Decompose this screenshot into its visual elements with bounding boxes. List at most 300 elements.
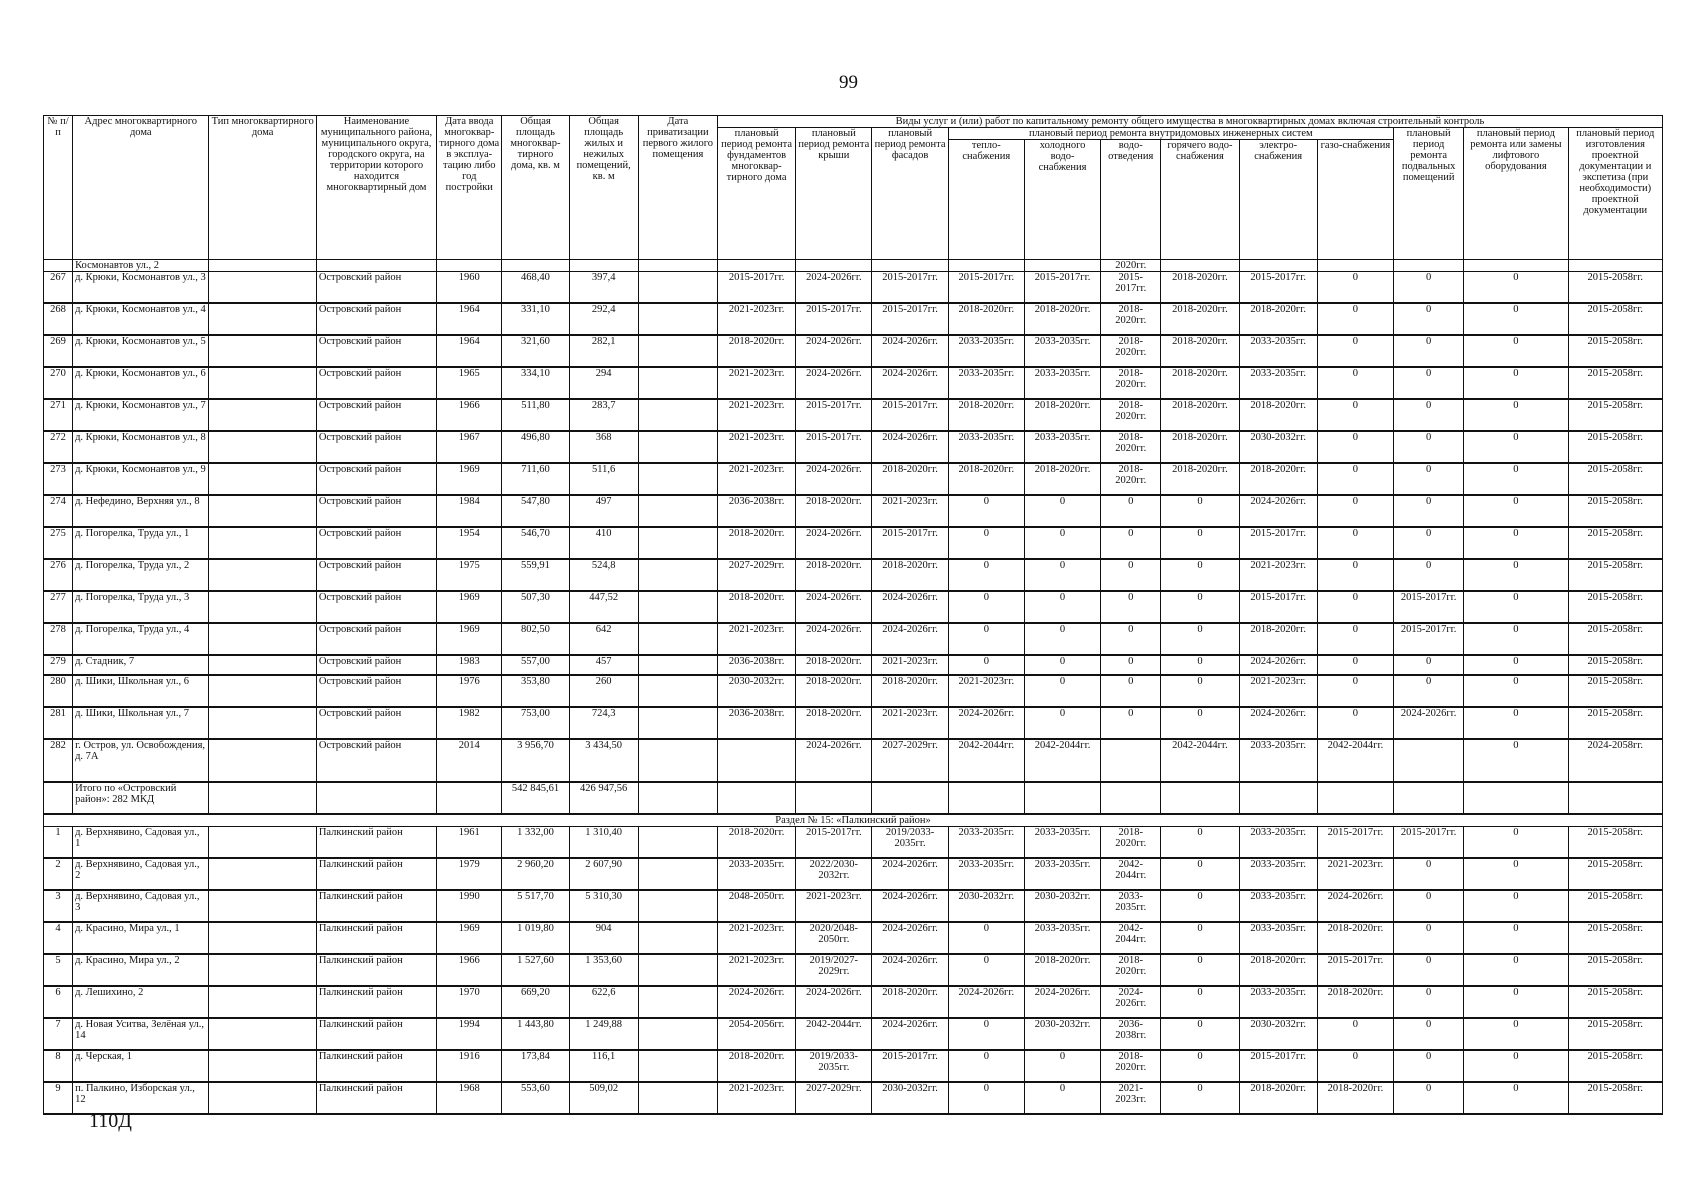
table-cell: 353,80 <box>502 675 569 707</box>
table-cell: 294 <box>569 367 638 399</box>
table-cell: Палкинский район <box>316 858 436 890</box>
table-cell: 0 <box>1101 707 1161 739</box>
table-cell: 0 <box>1024 591 1100 623</box>
table-cell: 0 <box>948 623 1024 655</box>
table-cell: 0 <box>1161 1050 1239 1082</box>
total-cell <box>44 782 73 814</box>
table-cell: 0 <box>1394 303 1464 335</box>
table-cell <box>638 890 717 922</box>
table-cell: 0 <box>1464 303 1568 335</box>
table-cell: 2018-2020гг. <box>1317 986 1393 1018</box>
table-cell: 547,80 <box>502 495 569 527</box>
table-cell: 2014 <box>437 739 502 782</box>
table-cell: 2015-2058гг. <box>1568 986 1662 1018</box>
table-cell: 2030-2032гг. <box>1024 1018 1100 1050</box>
table-cell: 0 <box>948 495 1024 527</box>
table-cell: 1960 <box>437 272 502 304</box>
table-cell: 2030-2032гг. <box>1239 431 1317 463</box>
table-cell: 2018-2020гг. <box>948 399 1024 431</box>
table-cell <box>209 986 316 1018</box>
table-cell <box>209 527 316 559</box>
table-cell: 280 <box>44 675 73 707</box>
table-cell: 8 <box>44 1050 73 1082</box>
table-cell: 0 <box>1161 890 1239 922</box>
total-cell <box>316 782 436 814</box>
table-cell: 2019/2033-2035гг. <box>872 827 948 859</box>
table-cell: 0 <box>1317 707 1393 739</box>
table-cell <box>638 591 717 623</box>
table-cell <box>638 559 717 591</box>
table-cell: Островский район <box>316 655 436 675</box>
table-cell <box>502 260 569 272</box>
table-cell: 2018-2020гг. <box>1101 431 1161 463</box>
table-cell: 2042-2044гг. <box>1161 739 1239 782</box>
table-cell: 2042-2044гг. <box>948 739 1024 782</box>
table-cell: 410 <box>569 527 638 559</box>
table-cell: 468,40 <box>502 272 569 304</box>
table-cell: 7 <box>44 1018 73 1050</box>
table-cell: 0 <box>1161 591 1239 623</box>
table-cell <box>638 1082 717 1114</box>
table-cell: 0 <box>1394 527 1464 559</box>
table-cell: 2015-2058гг. <box>1568 1018 1662 1050</box>
table-cell <box>209 890 316 922</box>
table-cell: 116,1 <box>569 1050 638 1082</box>
table-cell: д. Верхнявино, Садовая ул., 1 <box>73 827 209 859</box>
header-basement: плановый период ремонта подвальных помещений <box>1394 128 1464 260</box>
table-cell: 2024-2026гг. <box>796 623 872 655</box>
total-cell <box>718 782 796 814</box>
table-cell <box>638 858 717 890</box>
table-row-continuation <box>44 260 1663 272</box>
table-cell: 269 <box>44 335 73 367</box>
table-cell: 2018-2020гг. <box>718 527 796 559</box>
table-cell <box>209 303 316 335</box>
table-cell: 1 527,60 <box>502 954 569 986</box>
table-cell: 0 <box>1024 1082 1100 1114</box>
table-row <box>44 954 1663 986</box>
table-cell: Палкинский район <box>316 986 436 1018</box>
table-row <box>44 335 1663 367</box>
table-cell <box>209 1082 316 1114</box>
table-cell: 2018-2020гг. <box>1239 399 1317 431</box>
table-cell: 2018-2020гг. <box>872 559 948 591</box>
table-cell: 2018-2020гг. <box>872 986 948 1018</box>
table-cell: 2033-2035гг. <box>718 858 796 890</box>
header-privatization: Дата приватизации первого жилого помещения <box>638 116 717 260</box>
table-cell <box>638 675 717 707</box>
table-cell: 0 <box>1317 431 1393 463</box>
table-cell: 2021-2023гг. <box>718 954 796 986</box>
table-cell: 2015-2058гг. <box>1568 303 1662 335</box>
table-cell: 274 <box>44 495 73 527</box>
total-cell <box>796 782 872 814</box>
table-cell: 2019/2033-2035гг. <box>796 1050 872 1082</box>
table-cell: 2015-2058гг. <box>1568 623 1662 655</box>
table-cell: 0 <box>1101 527 1161 559</box>
table-cell: 0 <box>1464 1082 1568 1114</box>
table-cell: 0 <box>1317 463 1393 495</box>
table-cell: 2018-2020гг. <box>1024 954 1100 986</box>
table-cell: д. Верхнявино, Садовая ул., 3 <box>73 890 209 922</box>
table-cell: 2018-2020гг. <box>1101 303 1161 335</box>
header-cold-water: холодного водо-снабжения <box>1024 140 1100 260</box>
table-cell <box>209 739 316 782</box>
table-row <box>44 1050 1663 1082</box>
table-cell: Островский район <box>316 739 436 782</box>
table-cell: Палкинский район <box>316 1082 436 1114</box>
table-cell: 2018-2020гг. <box>1161 399 1239 431</box>
table-cell: 0 <box>1464 675 1568 707</box>
total-cell <box>1464 782 1568 814</box>
table-cell: 2021-2023гг. <box>718 431 796 463</box>
table-cell: 802,50 <box>502 623 569 655</box>
table-cell: д. Черская, 1 <box>73 1050 209 1082</box>
table-cell: 0 <box>1464 431 1568 463</box>
table-cell: д. Новая Уситва, Зелёная ул., 14 <box>73 1018 209 1050</box>
table-cell <box>638 986 717 1018</box>
table-cell: 2024-2026гг. <box>872 431 948 463</box>
table-cell: 0 <box>1394 922 1464 954</box>
table-cell <box>209 623 316 655</box>
table-cell: 0 <box>1464 922 1568 954</box>
table-cell: 2036-2038гг. <box>718 655 796 675</box>
table-cell: 2015-2017гг. <box>872 399 948 431</box>
table-cell: 5 517,70 <box>502 890 569 922</box>
table-cell: 2015-2058гг. <box>1568 1082 1662 1114</box>
table-cell: 0 <box>1394 655 1464 675</box>
table-cell: 2042-2044гг. <box>1317 739 1393 782</box>
table-cell <box>209 675 316 707</box>
table-cell: 2018-2020гг. <box>1101 954 1161 986</box>
table-cell <box>718 739 796 782</box>
table-cell: 0 <box>1464 739 1568 782</box>
table-cell <box>638 367 717 399</box>
table-cell: 0 <box>1024 559 1100 591</box>
table-cell: 2022/2030-2032гг. <box>796 858 872 890</box>
table-cell <box>1024 260 1100 272</box>
table-cell: 2018-2020гг. <box>872 463 948 495</box>
total-cell <box>437 782 502 814</box>
table-cell: 2018-2020гг. <box>1101 463 1161 495</box>
table-cell <box>209 1050 316 1082</box>
table-cell: 2018-2020гг. <box>1024 399 1100 431</box>
table-cell: 2 607,90 <box>569 858 638 890</box>
table-cell: 2018-2020гг. <box>718 827 796 859</box>
table-cell: 0 <box>948 1018 1024 1050</box>
table-row <box>44 591 1663 623</box>
table-cell: 2033-2035гг. <box>1239 335 1317 367</box>
table-cell <box>1161 260 1239 272</box>
table-cell: 2024-2026гг. <box>1024 986 1100 1018</box>
table-cell: 2024-2026гг. <box>872 1018 948 1050</box>
table-cell: 2021-2023гг. <box>872 495 948 527</box>
table-cell: 2030-2032гг. <box>1239 1018 1317 1050</box>
table-cell: Островский район <box>316 399 436 431</box>
table-cell: 2015-2058гг. <box>1568 655 1662 675</box>
table-cell: 2030-2032гг. <box>872 1082 948 1114</box>
table-cell: 271 <box>44 399 73 431</box>
table-cell: 267 <box>44 272 73 304</box>
table-cell: Палкинский район <box>316 1050 436 1082</box>
table-cell: 275 <box>44 527 73 559</box>
table-cell: 0 <box>1161 707 1239 739</box>
header-facade: плановый период ремонта фасадов <box>872 128 948 260</box>
table-cell: 2015-2058гг. <box>1568 827 1662 859</box>
table-cell: 2 <box>44 858 73 890</box>
table-cell: 2024-2026гг. <box>796 986 872 1018</box>
table-cell <box>1239 260 1317 272</box>
table-cell: 497 <box>569 495 638 527</box>
table-cell: 2015-2017гг. <box>1024 272 1100 304</box>
table-cell: 2021-2023гг. <box>718 463 796 495</box>
table-cell <box>638 922 717 954</box>
table-cell: 2015-2017гг. <box>872 527 948 559</box>
table-cell: 669,20 <box>502 986 569 1018</box>
table-cell: 0 <box>1317 399 1393 431</box>
table-cell: Космонавтов ул., 2 <box>73 260 209 272</box>
table-cell <box>796 260 872 272</box>
table-cell: 509,02 <box>569 1082 638 1114</box>
table-cell: 0 <box>1317 1050 1393 1082</box>
table-cell: д. Лешихино, 2 <box>73 986 209 1018</box>
total-cell <box>1568 782 1662 814</box>
table-cell <box>209 655 316 675</box>
total-cell <box>1101 782 1161 814</box>
header-year: Дата ввода многоквар-тирного дома в эксплуа-тацию либо год постройки <box>437 116 502 260</box>
table-cell: 2024-2026гг. <box>796 367 872 399</box>
table-cell: 1994 <box>437 1018 502 1050</box>
table-row <box>44 922 1663 954</box>
table-cell <box>209 954 316 986</box>
table-cell: 2015-2017гг. <box>796 303 872 335</box>
table-cell: 0 <box>948 1082 1024 1114</box>
table-cell: 2018-2020гг. <box>1161 367 1239 399</box>
table-cell: 2015-2058гг. <box>1568 367 1662 399</box>
table-cell: 2027-2029гг. <box>718 559 796 591</box>
header-heat: тепло-снабжения <box>948 140 1024 260</box>
header-address: Адрес многоквартирного дома <box>73 116 209 260</box>
table-cell: 2020/2048-2050гг. <box>796 922 872 954</box>
table-cell: 2021-2023гг. <box>1317 858 1393 890</box>
total-cell <box>1024 782 1100 814</box>
table-cell: 2015-2058гг. <box>1568 559 1662 591</box>
table-cell: 1970 <box>437 986 502 1018</box>
table-cell: 507,30 <box>502 591 569 623</box>
table-cell: Островский район <box>316 431 436 463</box>
table-cell: 559,91 <box>502 559 569 591</box>
total-cell <box>1239 782 1317 814</box>
table-cell: 2015-2017гг. <box>872 1050 948 1082</box>
table-cell: 1966 <box>437 954 502 986</box>
section-row <box>44 814 1663 827</box>
table-row <box>44 303 1663 335</box>
table-cell: 2027-2029гг. <box>872 739 948 782</box>
table-cell: 511,80 <box>502 399 569 431</box>
table-cell <box>638 1018 717 1050</box>
table-cell: 2015-2017гг. <box>1394 591 1464 623</box>
table-cell: 2021-2023гг. <box>1239 559 1317 591</box>
table-cell: 0 <box>948 922 1024 954</box>
table-cell: 2033-2035гг. <box>948 367 1024 399</box>
table-cell <box>638 1050 717 1082</box>
table-cell: 0 <box>948 1050 1024 1082</box>
table-cell: 1954 <box>437 527 502 559</box>
table-cell: Островский район <box>316 591 436 623</box>
table-cell: 2015-2058гг. <box>1568 399 1662 431</box>
table-cell: 2018-2020гг. <box>718 1050 796 1082</box>
table-cell: 0 <box>1317 559 1393 591</box>
table-cell <box>209 272 316 304</box>
header-num: № п/п <box>44 116 73 260</box>
table-cell: 2018-2020гг. <box>1101 335 1161 367</box>
table-cell: 2015-2058гг. <box>1568 527 1662 559</box>
table-cell: 2019/2027-2029гг. <box>796 954 872 986</box>
table-cell: 2033-2035гг. <box>1024 858 1100 890</box>
table-cell: 2042-2044гг. <box>1024 739 1100 782</box>
table-row <box>44 707 1663 739</box>
table-cell: 724,3 <box>569 707 638 739</box>
table-cell: 0 <box>948 954 1024 986</box>
table-cell: 0 <box>1024 623 1100 655</box>
table-cell: 0 <box>1101 675 1161 707</box>
table-cell: 2015-2017гг. <box>1394 827 1464 859</box>
table-cell: 2024-2026гг. <box>796 591 872 623</box>
table-cell: 2033-2035гг. <box>1024 827 1100 859</box>
table-cell: 2033-2035гг. <box>1239 922 1317 954</box>
table-cell: 2033-2035гг. <box>1239 986 1317 1018</box>
table-cell: 0 <box>1101 623 1161 655</box>
table-cell: 2033-2035гг. <box>1239 890 1317 922</box>
table-cell: 1 332,00 <box>502 827 569 859</box>
table-cell: 0 <box>1464 495 1568 527</box>
table-cell: 1965 <box>437 367 502 399</box>
table-cell: 0 <box>1024 655 1100 675</box>
table-cell: д. Погорелка, Труда ул., 4 <box>73 623 209 655</box>
table-cell: 2015-2058гг. <box>1568 272 1662 304</box>
table-cell: 2033-2035гг. <box>1239 367 1317 399</box>
total-cell: 542 845,61 <box>502 782 569 814</box>
table-cell: д. Шики, Школьная ул., 7 <box>73 707 209 739</box>
table-cell <box>209 922 316 954</box>
table-cell: 2015-2058гг. <box>1568 675 1662 707</box>
table-cell: 2018-2020гг. <box>1239 1082 1317 1114</box>
table-cell: 2018-2020гг. <box>1317 922 1393 954</box>
table-cell: 0 <box>1024 495 1100 527</box>
table-cell: 2033-2035гг. <box>948 335 1024 367</box>
header-total-area: Общая площадь многоквар-тирного дома, кв. м <box>502 116 569 260</box>
table-cell: 2018-2020гг. <box>1239 303 1317 335</box>
table-cell: Островский район <box>316 527 436 559</box>
table-cell: 0 <box>1464 890 1568 922</box>
table-cell: 2024-2026гг. <box>872 954 948 986</box>
table-cell: 1967 <box>437 431 502 463</box>
table-cell: 270 <box>44 367 73 399</box>
table-cell: 642 <box>569 623 638 655</box>
table-cell: 0 <box>1394 1018 1464 1050</box>
table-cell: 9 <box>44 1082 73 1114</box>
table-cell: д. Крюки, Космонавтов ул., 4 <box>73 303 209 335</box>
table-cell: 0 <box>1317 527 1393 559</box>
table-cell <box>209 858 316 890</box>
table-cell: 2024-2026гг. <box>1239 655 1317 675</box>
table-cell: 2018-2020гг. <box>718 335 796 367</box>
table-cell: 0 <box>1101 559 1161 591</box>
document-code: 110Д <box>89 1110 132 1132</box>
table-cell: 2015-2017гг. <box>796 431 872 463</box>
header-gas: газо-снабжения <box>1317 140 1393 260</box>
table-cell <box>209 335 316 367</box>
table-cell: 0 <box>1394 986 1464 1018</box>
table-cell: 0 <box>1464 527 1568 559</box>
total-row <box>44 782 1663 814</box>
table-cell <box>1317 260 1393 272</box>
table-cell: 1964 <box>437 335 502 367</box>
table-cell: 2015-2017гг. <box>1317 827 1393 859</box>
table-row <box>44 272 1663 304</box>
table-cell: 0 <box>1464 986 1568 1018</box>
table-cell: 1 <box>44 827 73 859</box>
table-cell: 321,60 <box>502 335 569 367</box>
table-cell: 0 <box>1464 559 1568 591</box>
table-cell: 447,52 <box>569 591 638 623</box>
table-cell: 2015-2017гг. <box>796 399 872 431</box>
table-cell: 1 310,40 <box>569 827 638 859</box>
table-cell: 1 353,60 <box>569 954 638 986</box>
header-works-group: Виды услуг и (или) работ по капитальному ремонту общего имущества в многоквартирных домах включая строительный контроль <box>718 116 1663 128</box>
table-cell: 524,8 <box>569 559 638 591</box>
table-cell: д. Шики, Школьная ул., 6 <box>73 675 209 707</box>
table-cell: 2024-2026гг. <box>1317 890 1393 922</box>
table-cell: 1 443,80 <box>502 1018 569 1050</box>
table-cell: 2021-2023гг. <box>1239 675 1317 707</box>
table-cell: 511,6 <box>569 463 638 495</box>
table-cell <box>209 591 316 623</box>
table-cell: 0 <box>1464 463 1568 495</box>
table-cell: 2018-2020гг. <box>1161 335 1239 367</box>
table-cell: 0 <box>1024 675 1100 707</box>
table-cell: 711,60 <box>502 463 569 495</box>
table-cell: 553,60 <box>502 1082 569 1114</box>
table-cell <box>209 1018 316 1050</box>
table-cell: д. Верхнявино, Садовая ул., 2 <box>73 858 209 890</box>
table-cell: 2018-2020гг. <box>1024 303 1100 335</box>
table-cell: 0 <box>1317 655 1393 675</box>
table-cell: 2024-2026гг. <box>796 463 872 495</box>
table-cell: 334,10 <box>502 367 569 399</box>
table-cell: 0 <box>1394 272 1464 304</box>
table-cell: 260 <box>569 675 638 707</box>
table-cell: 2018-2020гг. <box>718 591 796 623</box>
table-cell: 2033-2035гг. <box>1101 890 1161 922</box>
table-cell: 0 <box>1101 495 1161 527</box>
header-type: Тип многоквартирного дома <box>209 116 316 260</box>
table-cell: г. Остров, ул. Освобождения, д. 7А <box>73 739 209 782</box>
table-cell: 281 <box>44 707 73 739</box>
table-cell <box>638 623 717 655</box>
table-cell <box>44 260 73 272</box>
table-cell: 1961 <box>437 827 502 859</box>
total-cell <box>1317 782 1393 814</box>
table-row <box>44 623 1663 655</box>
table-cell: 2 960,20 <box>502 858 569 890</box>
total-cell: Итого по «Островский район»: 282 МКД <box>73 782 209 814</box>
table-cell: Островский район <box>316 272 436 304</box>
table-cell: 2024-2026гг. <box>1101 986 1161 1018</box>
table-cell <box>718 260 796 272</box>
header-foundation: плановый период ремонта фундаментов многоквар-тирного дома <box>718 128 796 260</box>
table-cell: 2033-2035гг. <box>948 858 1024 890</box>
